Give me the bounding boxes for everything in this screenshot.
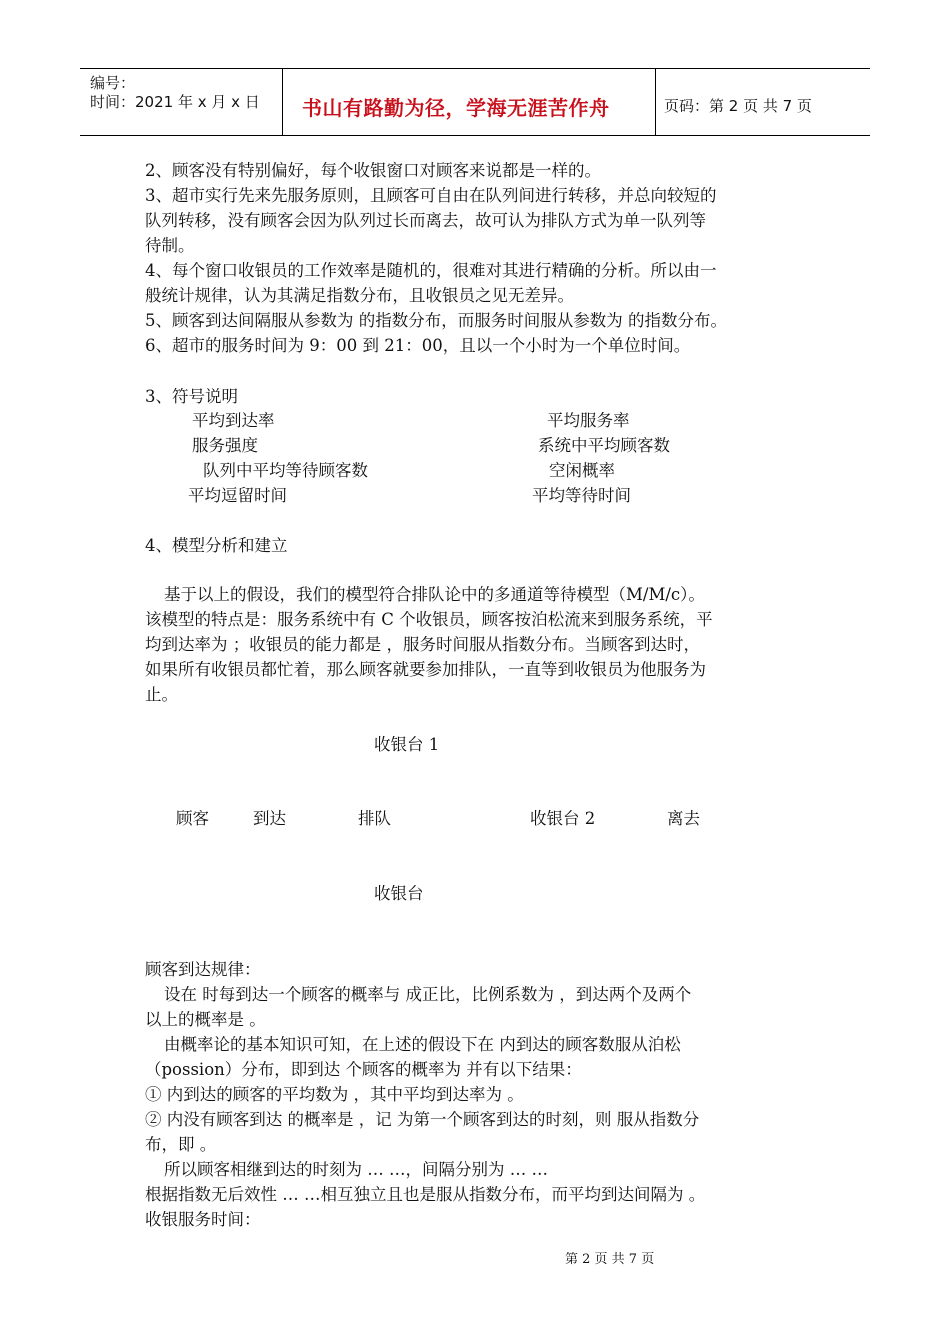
diagram-leave: 离去 xyxy=(667,809,700,828)
arrival-line: 根据指数无后效性 … …相互独立且也是服从指数分布，而平均到达间隔为 。 xyxy=(145,1185,706,1204)
assumption-line: 6、超市的服务时间为 9：00 到 21：00，且以一个小时为一个单位时间。 xyxy=(145,336,691,355)
arrival-line: ① 内到达的顾客的平均数为 ，其中平均到达率为 。 xyxy=(145,1085,524,1104)
symbol-item: 空闲概率 xyxy=(549,461,615,480)
document-number-label: 编号： xyxy=(90,74,136,92)
arrival-line: 所以顾客相继到达的时刻为 … …，间隔分别为 … … xyxy=(164,1160,548,1179)
assumption-line: 5、顾客到达间隔服从参数为 的指数分布，而服务时间服从参数为 的指数分布。 xyxy=(145,311,727,330)
arrival-line: 布，即 。 xyxy=(145,1135,217,1154)
diagram-counter-1: 收银台 1 xyxy=(374,735,440,754)
symbol-item: 平均服务率 xyxy=(547,411,630,430)
symbol-item: 平均到达率 xyxy=(192,411,275,430)
diagram-arrive: 到达 xyxy=(253,809,286,828)
arrival-line: （possion）分布，即到达 个顾客的概率为 并有以下结果： xyxy=(145,1060,582,1079)
symbol-item: 系统中平均顾客数 xyxy=(538,436,670,455)
assumption-line: 3、超市实行先来先服务原则，且顾客可自由在队列间进行转移，并总向较短的 xyxy=(145,186,717,205)
symbol-item: 平均等待时间 xyxy=(532,486,631,505)
header-divider xyxy=(282,68,283,136)
arrival-line: 以上的概率是 。 xyxy=(145,1010,266,1029)
diagram-counter-2: 收银台 2 xyxy=(530,809,596,828)
assumption-line: 般统计规律，认为其满足指数分布，且收银员之见无差异。 xyxy=(145,286,574,305)
assumption-line: 4、每个窗口收银员的工作效率是随机的，很难对其进行精确的分析。所以由一 xyxy=(145,261,717,280)
page-footer: 第 2 页 共 7 页 xyxy=(565,1252,655,1267)
assumption-line: 待制。 xyxy=(145,236,195,255)
diagram-queue: 排队 xyxy=(358,809,391,828)
header-motto: 书山有路勤为径，学海无涯苦作舟 xyxy=(302,96,610,120)
symbol-item: 服务强度 xyxy=(192,436,258,455)
arrival-line: ② 内没有顾客到达 的概率是 ，记 为第一个顾客到达的时刻，则 服从指数分 xyxy=(145,1110,700,1129)
document-date: 时间：2021 年 x 月 x 日 xyxy=(90,93,260,111)
arrival-line: 设在 时每到达一个顾客的概率与 成正比，比例系数为 ，到达两个及两个 xyxy=(164,985,692,1004)
arrival-line: 收银服务时间： xyxy=(145,1210,261,1229)
model-line: 基于以上的假设，我们的模型符合排队论中的多通道等待模型（M/M/c）。 xyxy=(164,585,705,604)
assumption-line: 队列转移，没有顾客会因为队列过长而离去，故可认为排队方式为单一队列等 xyxy=(145,211,706,230)
section-heading: 顾客到达规律： xyxy=(145,960,261,979)
diagram-counter-3: 收银台 xyxy=(374,884,424,903)
model-line: 该模型的特点是：服务系统中有 C 个收银员，顾客按泊松流来到服务系统，平 xyxy=(145,610,713,629)
model-line: 止。 xyxy=(145,685,178,704)
arrival-line: 由概率论的基本知识可知，在上述的假设下在 内到达的顾客数服从泊松 xyxy=(164,1035,681,1054)
model-line: 均到达率为 ；收银员的能力都是 ，服务时间服从指数分布。当顾客到达时， xyxy=(145,635,700,654)
diagram-customer: 顾客 xyxy=(176,809,209,828)
section-heading: 4、模型分析和建立 xyxy=(145,536,288,555)
model-line: 如果所有收银员都忙着，那么顾客就要参加排队，一直等到收银员为他服务为 xyxy=(145,660,706,679)
assumption-line: 2、顾客没有特别偏好，每个收银窗口对顾客来说都是一样的。 xyxy=(145,161,601,180)
symbol-item: 平均逗留时间 xyxy=(188,486,287,505)
header-divider xyxy=(655,68,656,136)
symbol-item: 队列中平均等待顾客数 xyxy=(203,461,368,480)
section-heading: 3、符号说明 xyxy=(145,387,238,406)
page-info: 页码：第 2 页 共 7 页 xyxy=(664,97,812,115)
